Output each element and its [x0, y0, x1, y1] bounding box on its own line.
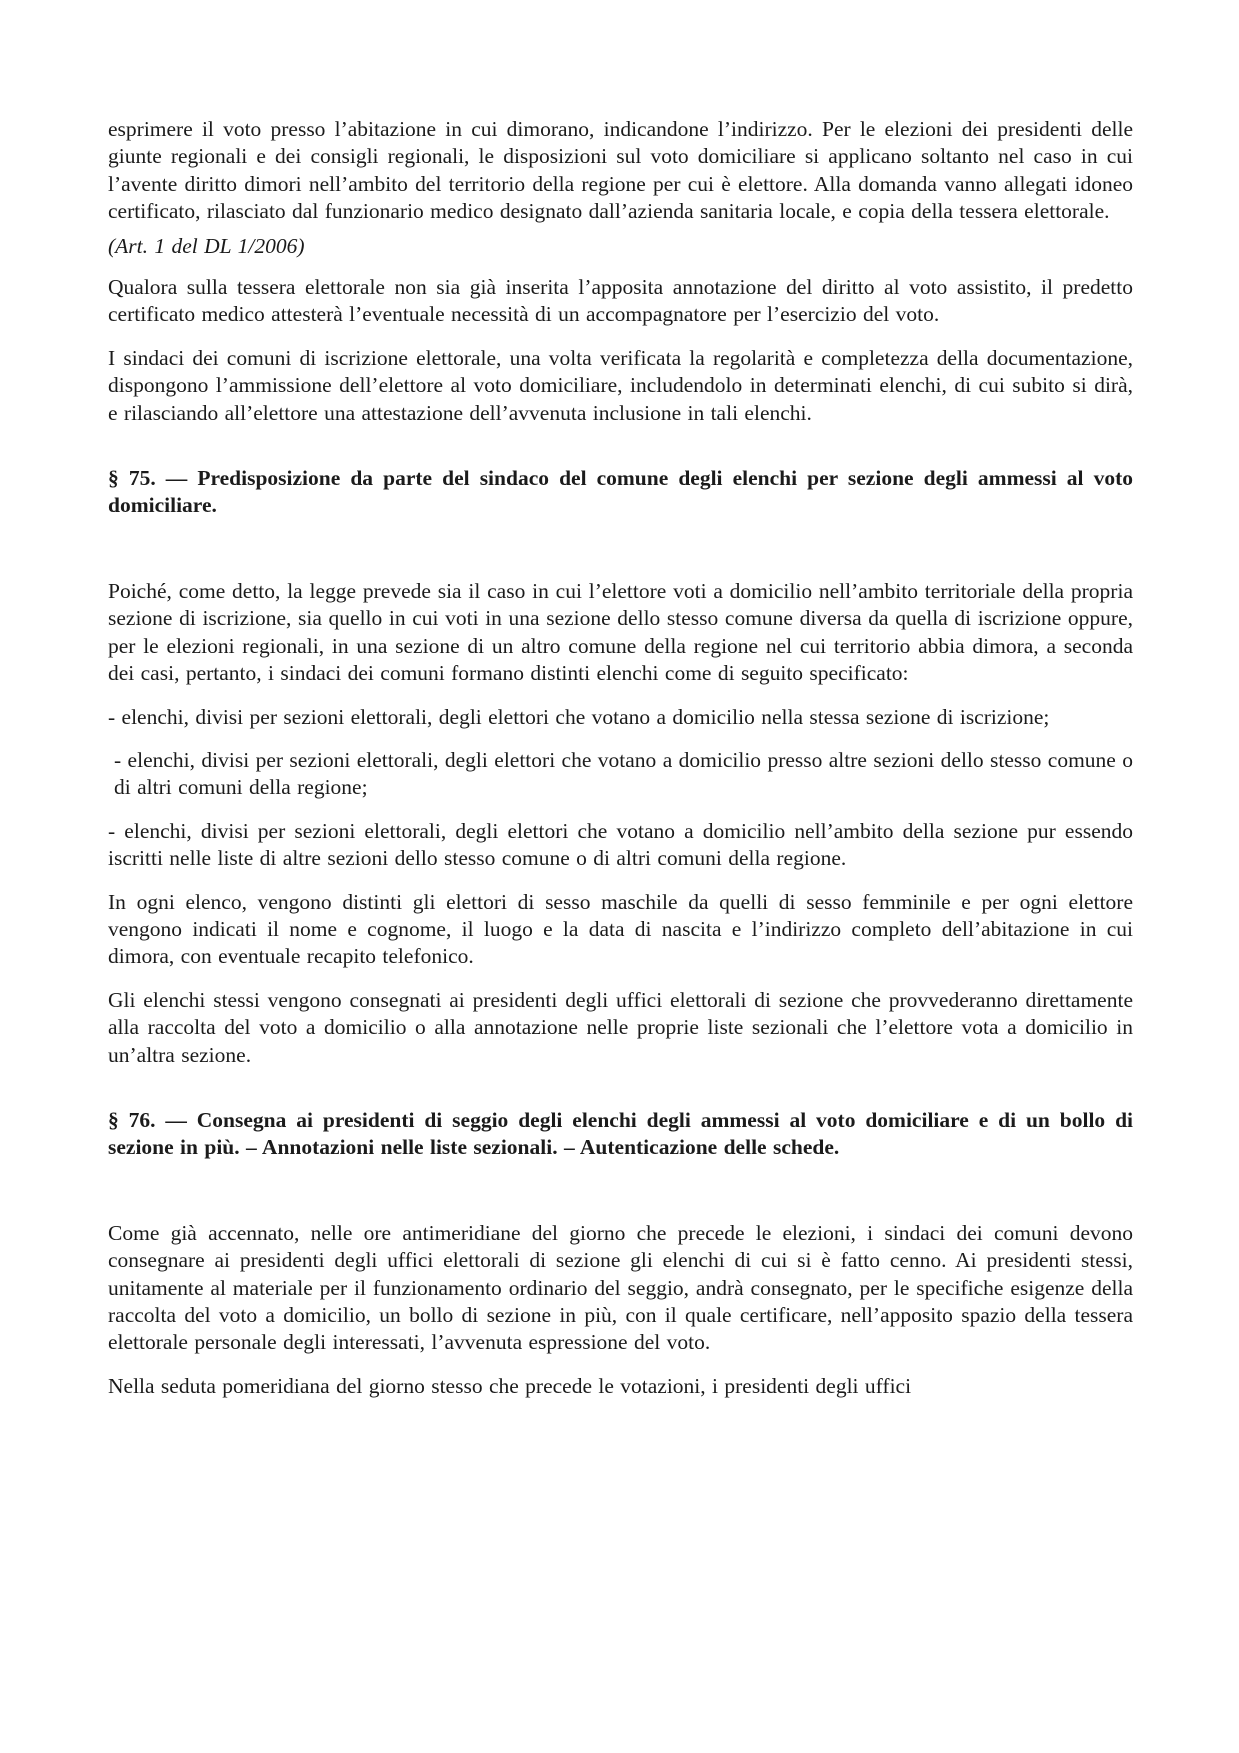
body-paragraph-continuation: esprimere il voto presso l’abitazione in cui dimorano, indicandone l’indirizzo. Per le elezioni dei presidenti delle giunte regionali e dei consigli regionali, le disposizioni sul voto domiciliare si applicano soltanto nel caso in cui l’avente diritto dimori nell’ambito del territorio della regione per cui è elettore. Alla domanda vanno allegati idoneo certificato, rilasciato dal funzionario medico designato dall’azienda sanitaria locale, e copia della tessera elettorale.: [108, 117, 1133, 224]
body-paragraph-bollo-sezione: Come già accennato, nelle ore antimeridiane del giorno che precede le elezioni, i sindaci dei comuni devono consegnare ai presidenti degli uffici elettorali di sezione gli elenchi di cui si è fatto cenno. Ai presidenti stessi, unitamente al materiale per il funzionamento ordinario del seggio, andrà consegnato, per le specifiche esigenze della raccolta del voto a domicilio, un bollo di sezione in più, con il quale certificare, nell’apposito spazio della tessera elettorale personale degli interessati, l’avvenuta espressione del voto.: [108, 1220, 1133, 1355]
section-heading-76: § 76. — Consegna ai presidenti di seggio degli elenchi degli ammessi al voto domiciliare e di un bollo di sezione in più. – Annotazioni nelle liste sezionali. – Autenticazione delle schede.: [108, 1107, 1133, 1160]
body-paragraph-casi-voto-domicilio: Poiché, come detto, la legge prevede sia il caso in cui l’elettore voti a domicilio nell’ambito territoriale della propria sezione di iscrizione, sia quello in cui voti in una sezione dello stesso comune diversa da quella di iscrizione oppure, per le elezioni regionali, in una sezione di un altro comune della regione nel cui territorio abbia dimora, a seconda dei casi, pertanto, i sindaci dei comuni formano distinti elenchi come di seguito specificato:: [108, 578, 1133, 686]
law-reference-note: (Art. 1 del DL 1/2006): [108, 233, 305, 258]
section-heading-75: § 75. — Predisposizione da parte del sindaco del comune degli elenchi per sezione degli ammessi al voto domiciliare.: [108, 466, 1133, 518]
body-paragraph-contenuto-elenchi: In ogni elenco, vengono distinti gli elettori di sesso maschile da quelli di sesso femminile e per ogni elettore vengono indicati il nome e cognome, il luogo e la data di nascita e l’indirizzo completo dell’abitazione in cui dimora, con eventuale recapito telefonico.: [108, 889, 1133, 969]
body-paragraph-certificato-medico: Qualora sulla tessera elettorale non sia già inserita l’apposita annotazione del diritto al voto assistito, il predetto certificato medico attesterà l’eventuale necessità di un accompagnatore per l’esercizio del voto.: [108, 275, 1133, 327]
list-item-elenchi-ambito-sezione: - elenchi, divisi per sezioni elettorali, degli elettori che votano a domicilio nell’ambito della sezione pur essendo iscritti nelle liste di altre sezioni dello stesso comune o di altri comuni della regione.: [108, 818, 1133, 871]
list-item-elenchi-altre-sezioni: - elenchi, divisi per sezioni elettorali, degli elettori che votano a domicilio presso altre sezioni dello stesso comune o di altri comuni della regione;: [114, 747, 1133, 800]
body-paragraph-seduta-pomeridiana: Nella seduta pomeridiana del giorno stesso che precede le votazioni, i presidenti degli uffici: [108, 1373, 912, 1398]
body-paragraph-consegna-elenchi: Gli elenchi stessi vengono consegnati ai presidenti degli uffici elettorali di sezione che provvederanno direttamente alla raccolta del voto a domicilio o alla annotazione nelle proprie liste sezionali che l’elettore vota a domicilio in un’altra sezione.: [108, 987, 1133, 1067]
body-paragraph-sindaci-ammissione: I sindaci dei comuni di iscrizione elettorale, una volta verificata la regolarità e completezza della documentazione, dispongono l’ammissione dell’elettore al voto domiciliare, includendolo in determinati elenchi, di cui subito si dirà, e rilasciando all’elettore una attestazione dell’avvenuta inclusione in tali elenchi.: [108, 345, 1133, 425]
list-item-elenchi-stessa-sezione: - elenchi, divisi per sezioni elettorali, degli elettori che votano a domicilio nella stessa sezione di iscrizione;: [108, 704, 1050, 729]
